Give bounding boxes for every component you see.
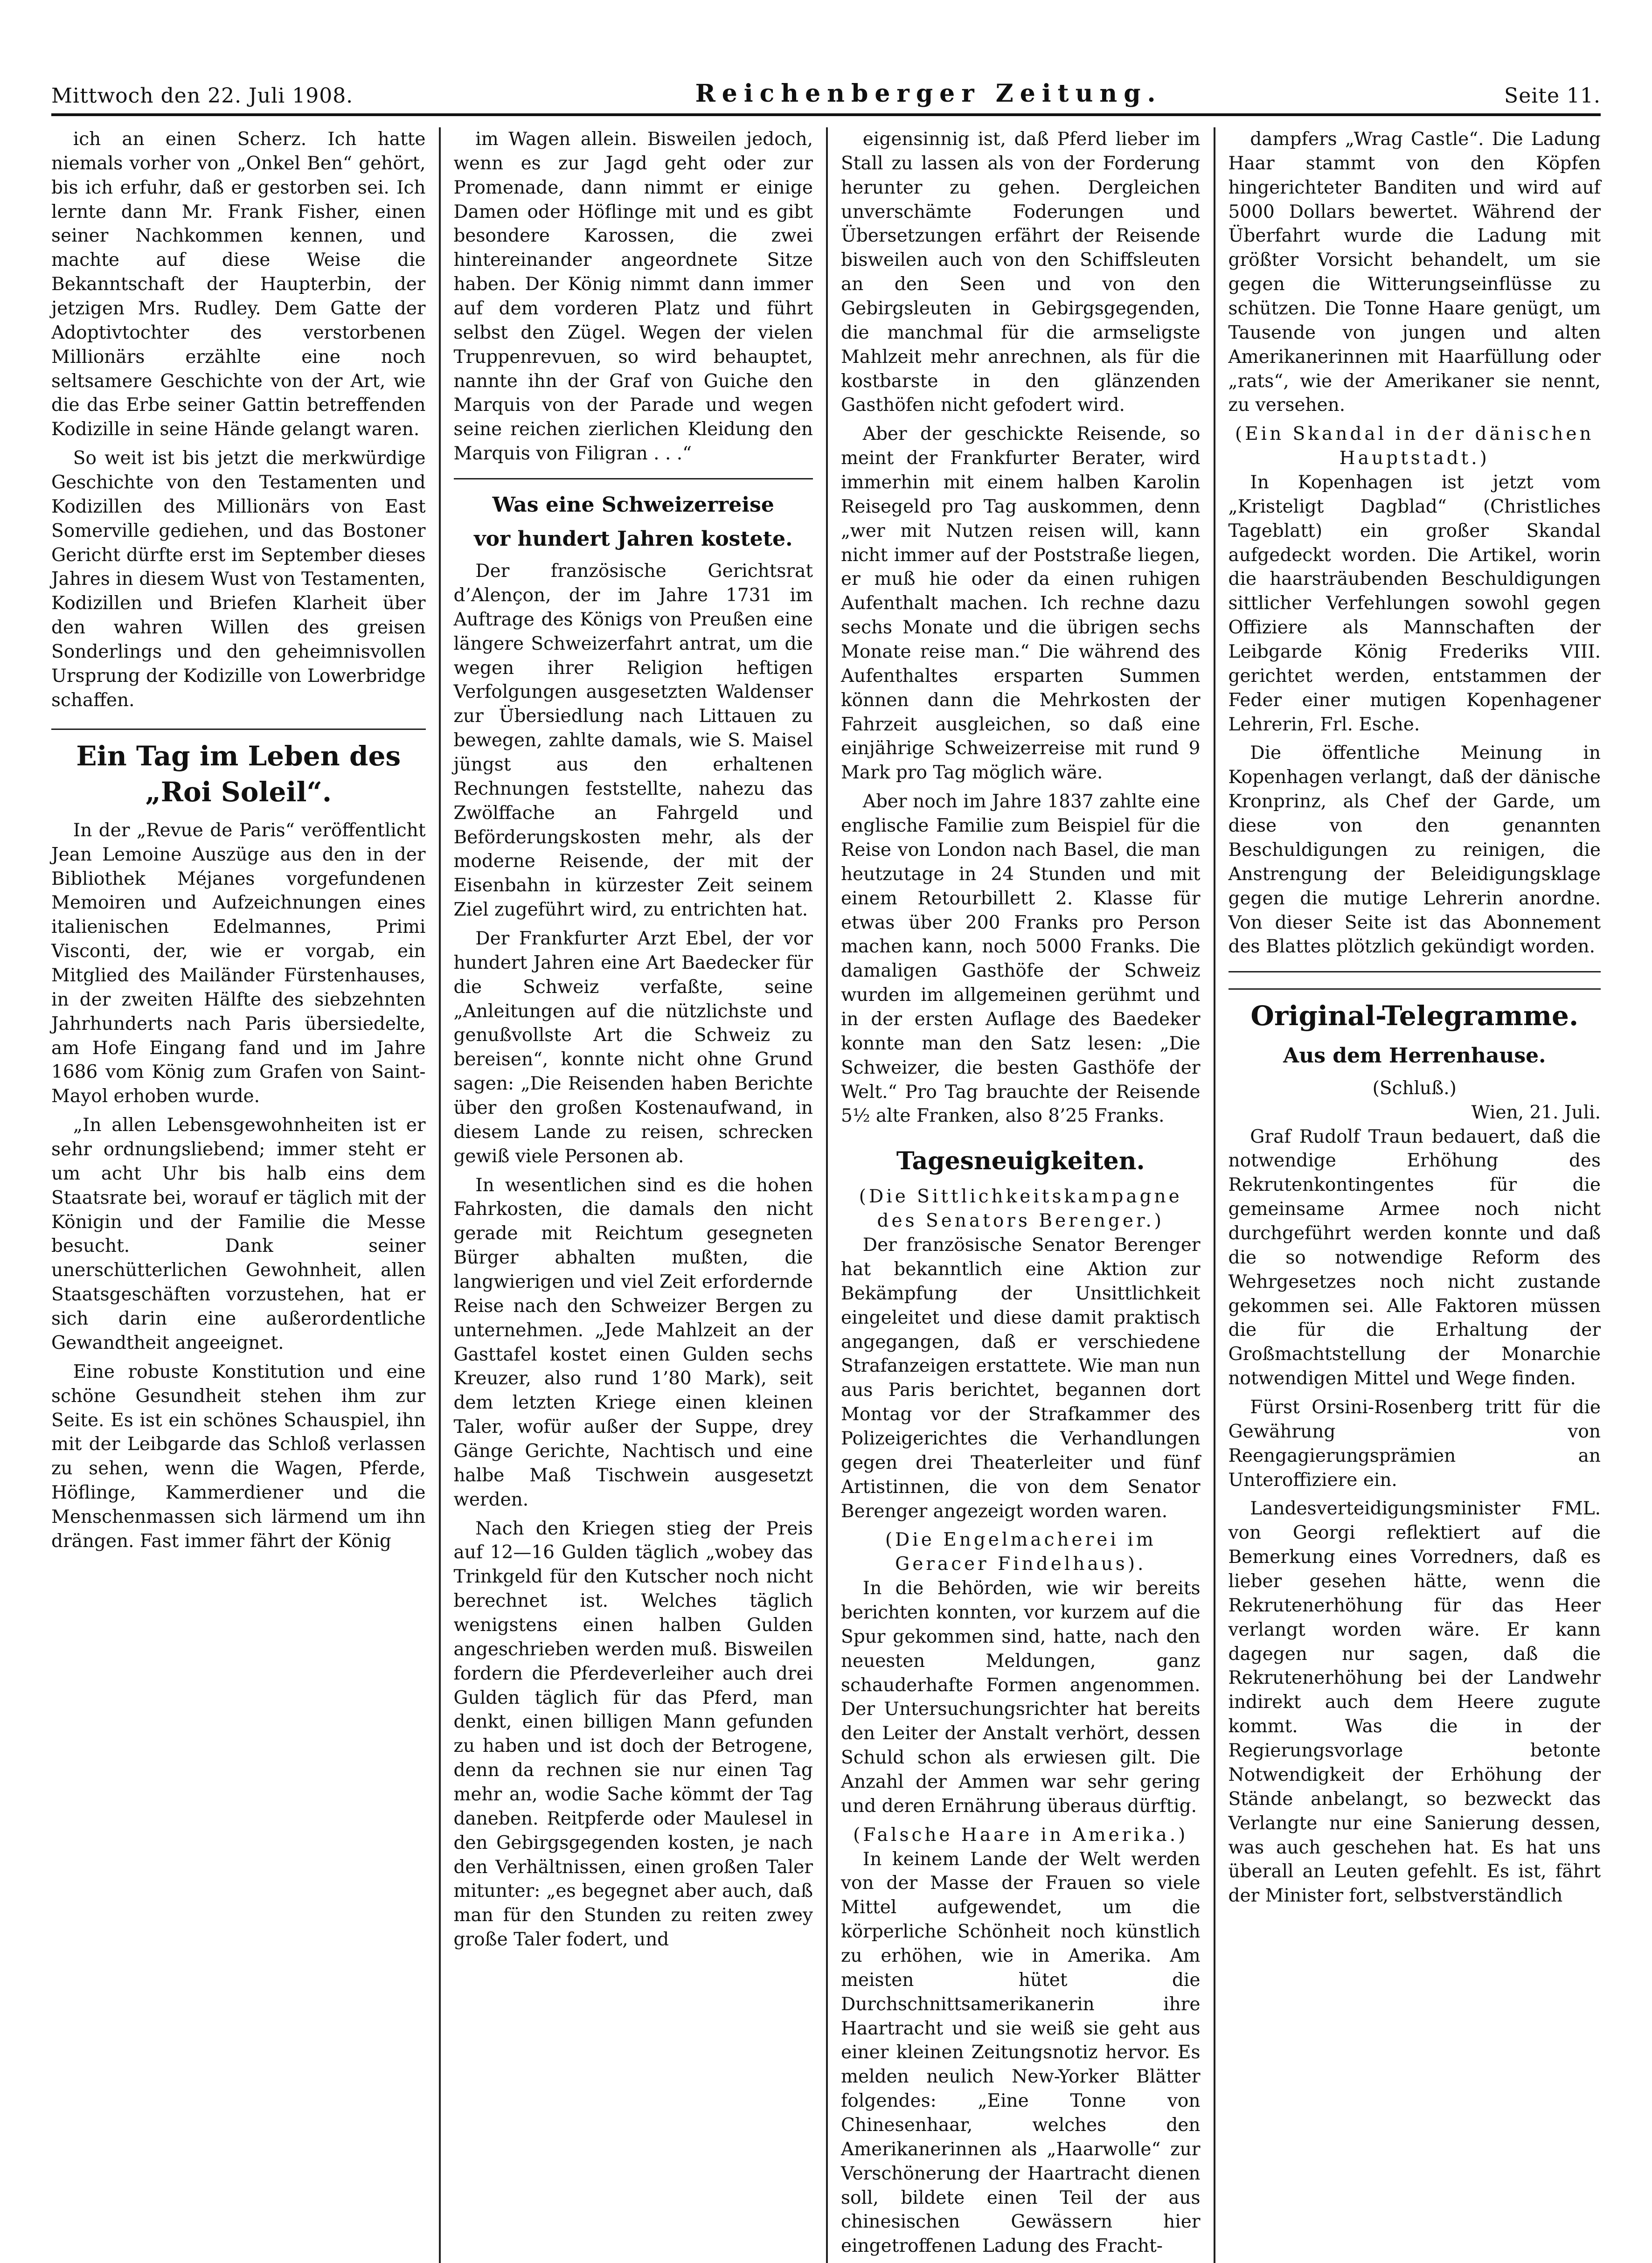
paragraph: So weit ist bis jetzt die merkwürdige Geschichte von den Testamenten und Kodizillen des Millionärs von East Somerville gediehen, und das Bostoner Gericht dürfte erst im September dieses Jahres in diesem Wust von Testamenten, Kodizillen und Briefen Klarheit über den wahren Willen des greisen Sonderlings und den geheimnisvollen Ursprung der Kodizille von Lowerbridge schaffen. (51, 448, 426, 711)
page-header (51, 79, 1601, 116)
paragraph: In Kopenhagen ist jetzt vom „Kristeligt Dagblad“ (Christliches Tageblatt) ein großer Skandal aufgedeckt worden. Die Artikel, worin die haarsträubenden Beschuldigungen sittlicher Verfehlungen sowohl gegen Offiziere als Mannschaften der Leibgarde König Frederiks VIII. gerichtet werden, entstammen der Feder einer mutigen Kopenhagener Lehrerin, Frl. Esche. (1228, 472, 1601, 735)
paragraph: Nach den Kriegen stieg der Preis auf 12—16 Gulden täglich „wobey das Trinkgeld für den Kutscher noch nicht berechnet ist. Welches täglich wenigstens einen halben Gulden angeschrieben werden muß. Bisweilen fordern die Pferdeverleiher auch drei Gulden täglich für das Pferd, man denkt, einen billigen Mann gefunden zu haben und ist doch der Betrogene, denn da rechnen sie nur einen Tag mehr an, wodie Sache kömmt der Tag daneben. Reitpferde oder Maulesel in den Gebirgsgegenden kosten, je nach den Verhältnissen, einen großen Taler mitunter: „es begegnet aber auch, daß man für den Stunden zu reiten zwey große Taler fodert, und (453, 1518, 813, 1951)
paragraph: Die öffentliche Meinung in Kopenhagen verlangt, daß der dänische Kronprinz, als Chef der Garde, um diese von den genannten Beschuldigungen zu reinigen, die Anstrengung der Beleidigungsklage gegen die mutige Lehrerin anordne. Von dieser Seite ist das Abonnement des Blattes plötzlich gekündigt worden. (1228, 743, 1601, 958)
news-tag: (Ein Skandal in der dänischen Hauptstadt.) (1235, 423, 1594, 469)
paragraph: Der französische Gerichtsrat d’Alençon, der im Jahre 1731 im Auftrage des Königs von Preußen eine längere Schweizerfahrt antrat, um die wegen ihrer Religion heftigen Verfolgungen ausgesetzten Waldenser zur Übersiedlung nach Littauen zu bewegen, zahlte damals, wie S. Maisel jüngst aus den erhaltenen Rechnungen feststellte, nahezu das Zwölffache an Fahrgeld und Beförderungskosten mehr, als der moderne Reisende, der mit der Eisenbahn in kürzester Zeit seinem Ziel zugeführt wird, zu entrichten hat. (453, 561, 813, 921)
paragraph: In keinem Lande der Welt werden von der Masse der Frauen so viele Mittel aufgewendet, um die körperliche Schönheit noch künstlich zu erhöhen, wie in Amerika. Am meisten hütet die Durchschnittsamerikanerin ihre Haartracht und sie weiß sie geht aus einer kleinen Zeitungsnotiz hervor. Es melden neulich New-Yorker Blätter folgendes: „Eine Tonne von Chinesenhaar, welches den Amerikanerinnen als „Haarwolle“ zur Verschönerung der Haartracht dienen soll, bildete einen Teil der aus chinesischen Gewässern hier eingetroffenen Ladung des Fracht- (841, 1848, 1201, 2257)
dateline: Wien, 21. Juli. (1471, 1102, 1601, 1123)
paragraph: Aber der geschickte Reisende, so meint der Frankfurter Berater, wird immerhin mit einem halben Karolin Reisegeld pro Tag auskommen, denn „wer mit Nutzen reisen will, kann nicht immer auf der Poststraße liegen, er muß hie oder da einen ruhigen Aufenthalt machen. Ich rechne dazu sechs Monate und die übrigen sechs Monate reise man.“ Die während des Aufenthaltes ersparten Summen können dann die Mehrkosten der Fahrzeit ausgleichen, so daß eine einjährige Schweizerreise mit rund 9 Mark pro Tag möglich wäre. (841, 423, 1201, 784)
paragraph: In wesentlichen sind es die hohen Fahrkosten, die damals den nicht gerade mit Reichtum gesegneten Bürger abhalten mußten, die langwierigen und viel Zeit erfordernde Reise nach den Schweizer Bergen zu unternehmen. „Jede Mahlzeit an der Gasttafel kostet einen Gulden sechs Kreuzer, also rund 1’80 Mark), seit dem letzten Kriege einen kleinen Taler, wofür außer der Suppe, drey Gänge Gerichte, Nachtisch und eine halbe Maß Tischwein ausgesetzt werden. (453, 1174, 813, 1510)
article-title: Ein Tag im Leben des „Roi Soleil“. (51, 729, 426, 810)
column-2 (439, 127, 826, 2263)
column-3 (826, 127, 1214, 2263)
paragraph: Landesverteidigungsminister FML. von Georgi reflektiert auf die Bemerkung eines Vorredners, daß es lieber gesehen hätte, wenn die Rekrutenerhöhung für das Heer verlangt worden wäre. Er kann dagegen nur sagen, daß die Rekrutenerhöhung bei der Landwehr indirekt auch dem Heere zugute kommt. Was die in der Regierungsvorlage betonte Notwendigkeit der Erhöhung der Stände anbelangt, so bezweckt das Verlangte nur eine Sanierung dessen, was auch geschehen hat. Es hat uns überall an Leuten gefehlt. Es ist, fährt der Minister fort, selbstverständlich (1228, 1498, 1601, 1907)
news-tag: (Die Sittlichkeitskampagne des Senators Berenger.) (859, 1186, 1182, 1232)
masthead: Reichenberger Zeitung. (695, 79, 1162, 108)
paragraph: ich an einen Scherz. Ich hatte niemals vorher von „Onkel Ben“ gehört, bis ich erfuhr, daß er gestorben sei. Ich lernte dann Mr. Frank Fisher, einen seiner Nachkommen kennen, und machte auf diese Weise die Bekanntschaft der Haupterbin, der jetzigen Mrs. Rudley. Dem Gatte der Adoptivtochter des verstorbenen Millionärs erzählte eine noch seltsamere Geschichte von der Art, wie die das Erbe seiner Gattin betreffenden Kodizille in seine Hände gelangt waren. (51, 129, 426, 440)
news-tag: (Die Engelmacherei im Geracer Findelhaus). (885, 1529, 1156, 1575)
page-number: Seite 11. (1504, 84, 1601, 108)
divider (1229, 971, 1601, 972)
article-title-line-1: Was eine Schweizerreise (492, 493, 774, 517)
subsection-title: Aus dem Herrenhause. (1283, 1044, 1546, 1068)
continued-note: (Schluß.) (1372, 1077, 1457, 1099)
paragraph: Der französische Senator Berenger hat bekanntlich eine Aktion zur Bekämpfung der Unsittlichkeit eingeleitet und diese damit praktisch angegangen, daß er verschiedene Strafanzeigen erstattete. Wie man nun aus Paris berichtet, begannen dort Montag vor der Strafkammer des Polizeigerichtes die Verhandlungen gegen drei Theaterleiter und fünf Artistinnen, die von dem Senator Berenger angezeigt worden waren. (841, 1235, 1201, 1522)
paragraph: im Wagen allein. Bisweilen jedoch, wenn es zur Jagd geht oder zur Promenade, dann nimmt er einige Damen oder Höflinge mit und es gibt besondere Karossen, die zwei hintereinander angeordnete Sitze haben. Der König nimmt dann immer auf dem vorderen Platz und führt selbst den Zügel. Wegen der vielen Truppenrevuen, so wird behauptet, nannte ihn der Graf von Guiche den Marquis von der Parade und wegen seine reichen zierlichen Kleidung den Marquis von Filigran . . .“ (453, 129, 813, 465)
header-date: Mittwoch den 22. Juli 1908. (51, 84, 354, 108)
paragraph: In die Behörden, wie wir bereits berichten konnten, vor kurzem auf die Spur gekommen sind, hatte, nach den neuesten Meldungen, ganz schauderhafte Formen angenommen. Der Untersuchungsrichter hat bereits den Leiter der Anstalt verhört, dessen Schuld schon als erwiesen gilt. Die Anzahl der Ammen war sehr gering und deren Ernährung überaus dürftig. (841, 1578, 1201, 1817)
divider (454, 478, 813, 479)
paragraph: „In allen Lebensgewohnheiten ist er sehr ordnungsliebend; immer steht er um acht Uhr bis halb eins dem Staatsrate bei, worauf er täglich mit der Königin und der Familie die Messe besucht. Dank seiner unerschütterlichen Gewohnheit, allen Staatsgeschäften vorzustehen, hat er sich darin eine außerordentliche Gewandtheit angeeignet. (51, 1115, 426, 1354)
paragraph: Graf Rudolf Traun bedauert, daß die notwendige Erhöhung des Rekrutenkontingentes für die gemeinsame Armee noch nicht durchgeführt werden konnte und daß die so notwendige Reform des Wehrgesetzes noch nicht zustande gekommen sei. Alle Faktoren müssen die für die Erhaltung der Großmachtstellung der Monarchie notwendigen Mittel und Wege finden. (1228, 1126, 1601, 1389)
column-4 (1214, 127, 1601, 2263)
paragraph: Aber noch im Jahre 1837 zahlte eine englische Familie zum Beispiel für die Reise von London nach Basel, die man heutzutage in 24 Stunden und mit einem Retourbillett 2. Klasse für etwas über 200 Franks pro Person machen kann, noch 5000 Franks. Die damaligen Gasthöfe der Schweiz wurden im allgemeinen gerühmt und in der ersten Auflage des Baedeker konnte man den Satz lesen: „Die Schweizer, die besten Gasthöfe der Welt.“ Pro Tag brauchte der Reisende 5½ alte Franken, also 8’25 Franks. (841, 791, 1201, 1127)
paragraph: Eine robuste Konstitution und eine schöne Gesundheit stehen ihm zur Seite. Es ist ein schönes Schauspiel, ihn mit der Leibgarde das Schloß verlassen zu sehen, wenn die Wagen, Pferde, Höflinge, Kammerdiener und die Menschenmassen sich lärmend um ihn drängen. Fast immer fährt der König (51, 1361, 426, 1552)
news-tag: (Falsche Haare in Amerika.) (853, 1824, 1188, 1846)
paragraph: dampfers „Wrag Castle“. Die Ladung Haar stammt von den Köpfen hingerichteter Banditen und wird auf 5000 Dollars bewertet. Während der Überfahrt wurde die Ladung mit größter Vorsicht behandelt, um sie gegen die Witterungseinflüsse zu schützen. Die Tonne Haare genügt, um Tausende von jungen und alten Amerikanerinnen mit Haarfüllung oder „rats“, wie der Amerikaner sie nennt, zu versehen. (1228, 129, 1601, 416)
paragraph: Der Frankfurter Arzt Ebel, der vor hundert Jahren eine Art Baedecker für die Schweiz verfaßte, seine „Anleitungen auf die nützlichste und genußvollste Art die Schweiz zu bereisen“, konnte nicht ohne Grund sagen: „Die Reisenden haben Berichte über den großen Kostenaufwand, in diesem Lande zu reisen, schrecken gewiß viele Personen ab. (453, 928, 813, 1167)
paragraph: Fürst Orsini-Rosenberg tritt für die Gewährung von Reengagierungsprämien an Unteroffiziere ein. (1228, 1397, 1601, 1491)
paragraph: In der „Revue de Paris“ veröffentlicht Jean Lemoine Auszüge aus den in der Bibliothek Méjanes vorgefundenen Memoiren und Aufzeichnungen eines italienischen Edelmannes, Primi Visconti, der, wie er vorgab, ein Mitglied des Mailänder Fürstenhauses, in der zweiten Hälfte des siebzehnten Jahrhunderts nach Paris übersiedelte, am Hofe Eingang fand und im Jahre 1686 vom König zum Grafen von Saint-Mayol erhoben wurde. (51, 819, 426, 1107)
article-title-line-2: vor hundert Jahren kostete. (474, 527, 793, 551)
paragraph: eigensinnig ist, daß Pferd lieber im Stall zu lassen als von der Forderung herunter zu gehen. Dergleichen unverschämte Foderungen und Übersetzungen erfährt der Reisende bisweilen auch von den Schiffsleuten an den Seen und von den Gebirgsleuten in Gebirgsgegenden, die manchmal für die armseligste Mahlzeit mehr anrechnen, als für die kostbarste in den glänzenden Gasthöfen nicht gefodert wird. (841, 129, 1201, 416)
columns (51, 127, 1601, 2257)
section-title: Original-Telegramme. (1229, 988, 1601, 1034)
column-1 (51, 127, 439, 2263)
section-title: Tagesneuigkeiten. (896, 1147, 1145, 1176)
